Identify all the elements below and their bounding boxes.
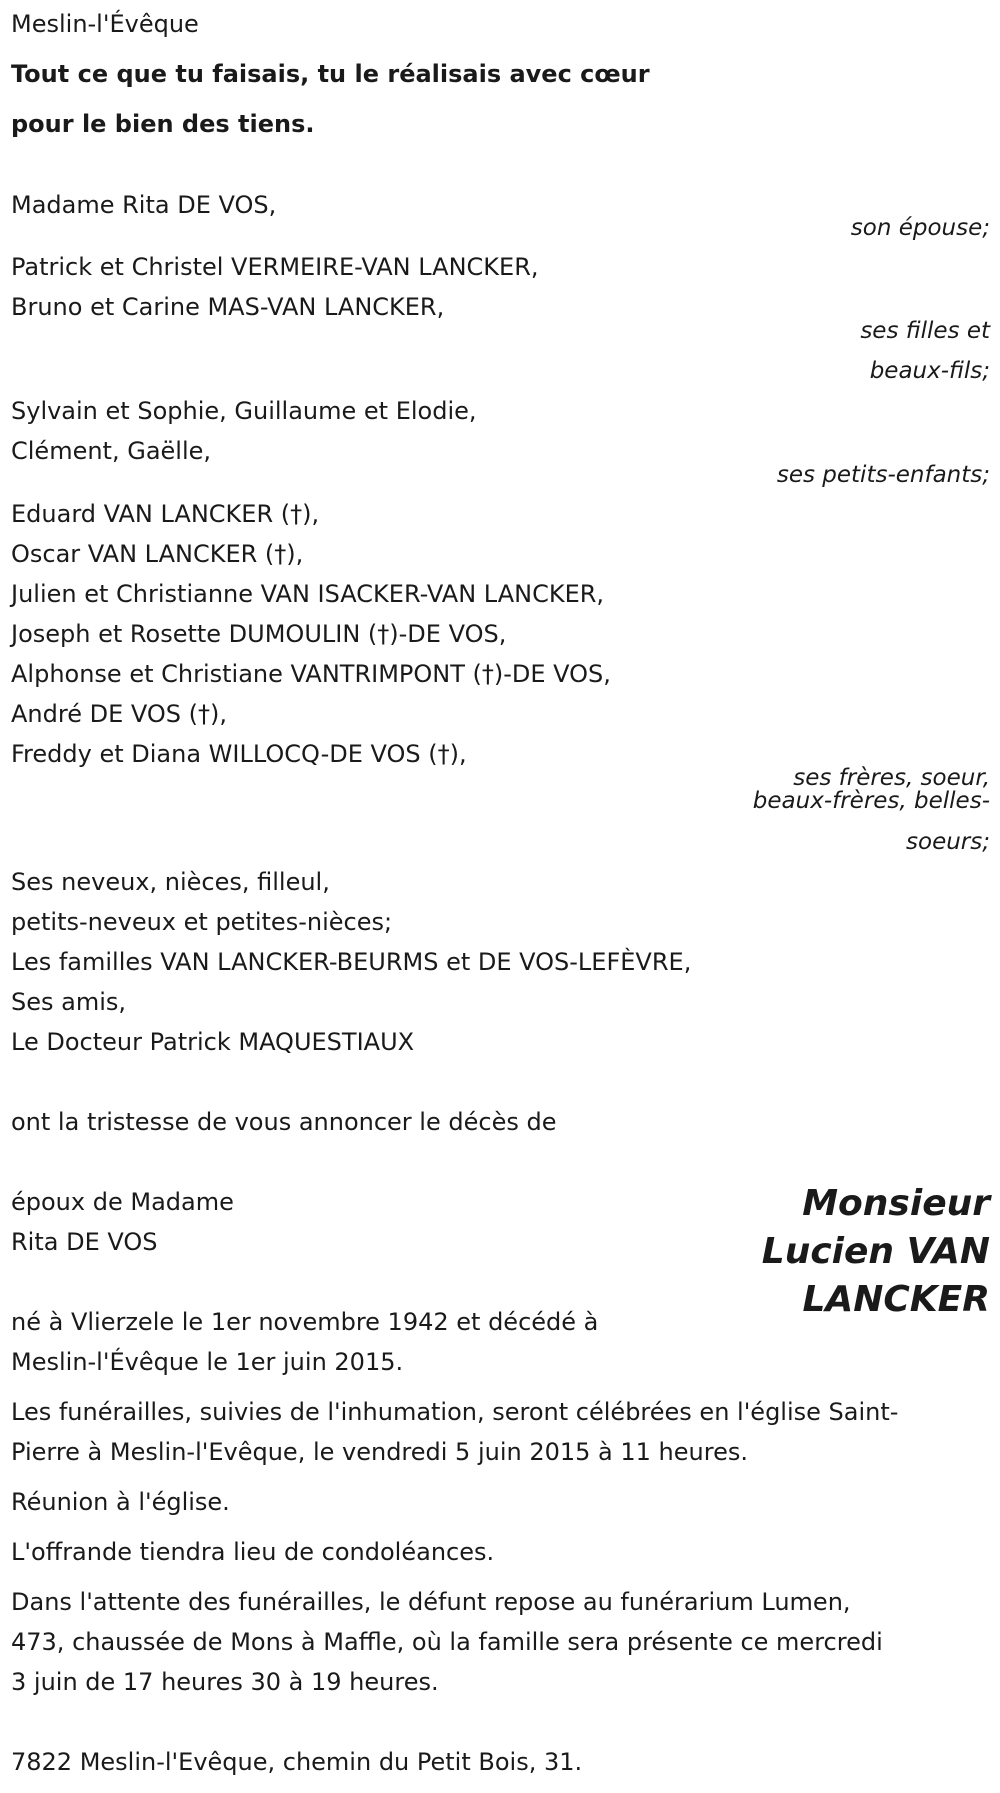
others-line-4: Ses amis, [11, 988, 127, 1016]
reunion-text: Réunion à l'église. [11, 1488, 230, 1516]
grandchild-line-1: Sylvain et Sophie, Guillaume et Elodie, [11, 397, 477, 425]
funeral-line-2: Pierre à Meslin-l'Evêque, le vendredi 5 juin 2015 à 11 heures. [11, 1438, 748, 1466]
sibling-line-7: Freddy et Diana WILLOCQ-DE VOS (†), [11, 740, 467, 768]
child-line-1: Patrick et Christel VERMEIRE-VAN LANCKER, [11, 253, 539, 281]
others-line-1: Ses neveux, nièces, filleul, [11, 868, 330, 896]
offering-text: L'offrande tiendra lieu de condoléances. [11, 1538, 495, 1566]
deceased-name-line-1: Monsieur [802, 1183, 990, 1224]
quote-line-1: Tout ce que tu faisais, tu le réalisais avec cœur [11, 60, 650, 88]
quote-line-2: pour le bien des tiens. [11, 110, 315, 138]
deceased-name-line-3: LANCKER [802, 1279, 990, 1320]
location-header: Meslin-l'Évêque [11, 10, 199, 38]
deceased-spouse-line-1: époux de Madame [11, 1188, 234, 1216]
spouse-name: Madame Rita DE VOS, [11, 191, 277, 219]
rest-line-3: 3 juin de 17 heures 30 à 19 heures. [11, 1668, 439, 1696]
birth-death-line-2: Meslin-l'Évêque le 1er juin 2015. [11, 1348, 404, 1376]
siblings-relation-2: beaux-frères, belles- [752, 788, 990, 814]
funeral-line-1: Les funérailles, suivies de l'inhumation, seront célébrées en l'église Saint- [11, 1398, 899, 1426]
deceased-name-line-2: Lucien VAN [761, 1231, 990, 1272]
others-line-3: Les familles VAN LANCKER-BEURMS et DE VOS-LEFÈVRE, [11, 948, 692, 976]
grandchildren-relation: ses petits-enfants; [776, 462, 990, 488]
siblings-relation-3: soeurs; [906, 829, 990, 855]
child-line-2: Bruno et Carine MAS-VAN LANCKER, [11, 293, 445, 321]
sibling-line-3: Julien et Christianne VAN ISACKER-VAN LANCKER, [11, 580, 605, 608]
address-text: 7822 Meslin-l'Evêque, chemin du Petit Bois, 31. [11, 1748, 583, 1776]
siblings-relation-1: ses frères, soeur, [793, 765, 990, 791]
sibling-line-4: Joseph et Rosette DUMOULIN (†)-DE VOS, [11, 620, 507, 648]
birth-death-line-1: né à Vlierzele le 1er novembre 1942 et décédé à [11, 1308, 599, 1336]
children-relation-1: ses filles et [860, 318, 990, 344]
others-line-2: petits-neveux et petites-nièces; [11, 908, 393, 936]
deceased-name [762, 1180, 990, 1324]
spouse-relation: son épouse; [850, 215, 990, 241]
sibling-line-1: Eduard VAN LANCKER (†), [11, 500, 320, 528]
children-relation-2: beaux-fils; [869, 358, 990, 384]
rest-line-1: Dans l'attente des funérailles, le défunt repose au funérarium Lumen, [11, 1588, 851, 1616]
sibling-line-5: Alphonse et Christiane VANTRIMPONT (†)-DE VOS, [11, 660, 611, 688]
grandchild-line-2: Clément, Gaëlle, [11, 437, 212, 465]
sibling-line-6: André DE VOS (†), [11, 700, 227, 728]
sibling-line-2: Oscar VAN LANCKER (†), [11, 540, 304, 568]
rest-line-2: 473, chaussée de Mons à Maffle, où la famille sera présente ce mercredi [11, 1628, 883, 1656]
deceased-spouse-line-2: Rita DE VOS [11, 1228, 158, 1256]
announcement-text: ont la tristesse de vous annoncer le décès de [11, 1108, 557, 1136]
others-line-5: Le Docteur Patrick MAQUESTIAUX [11, 1028, 415, 1056]
